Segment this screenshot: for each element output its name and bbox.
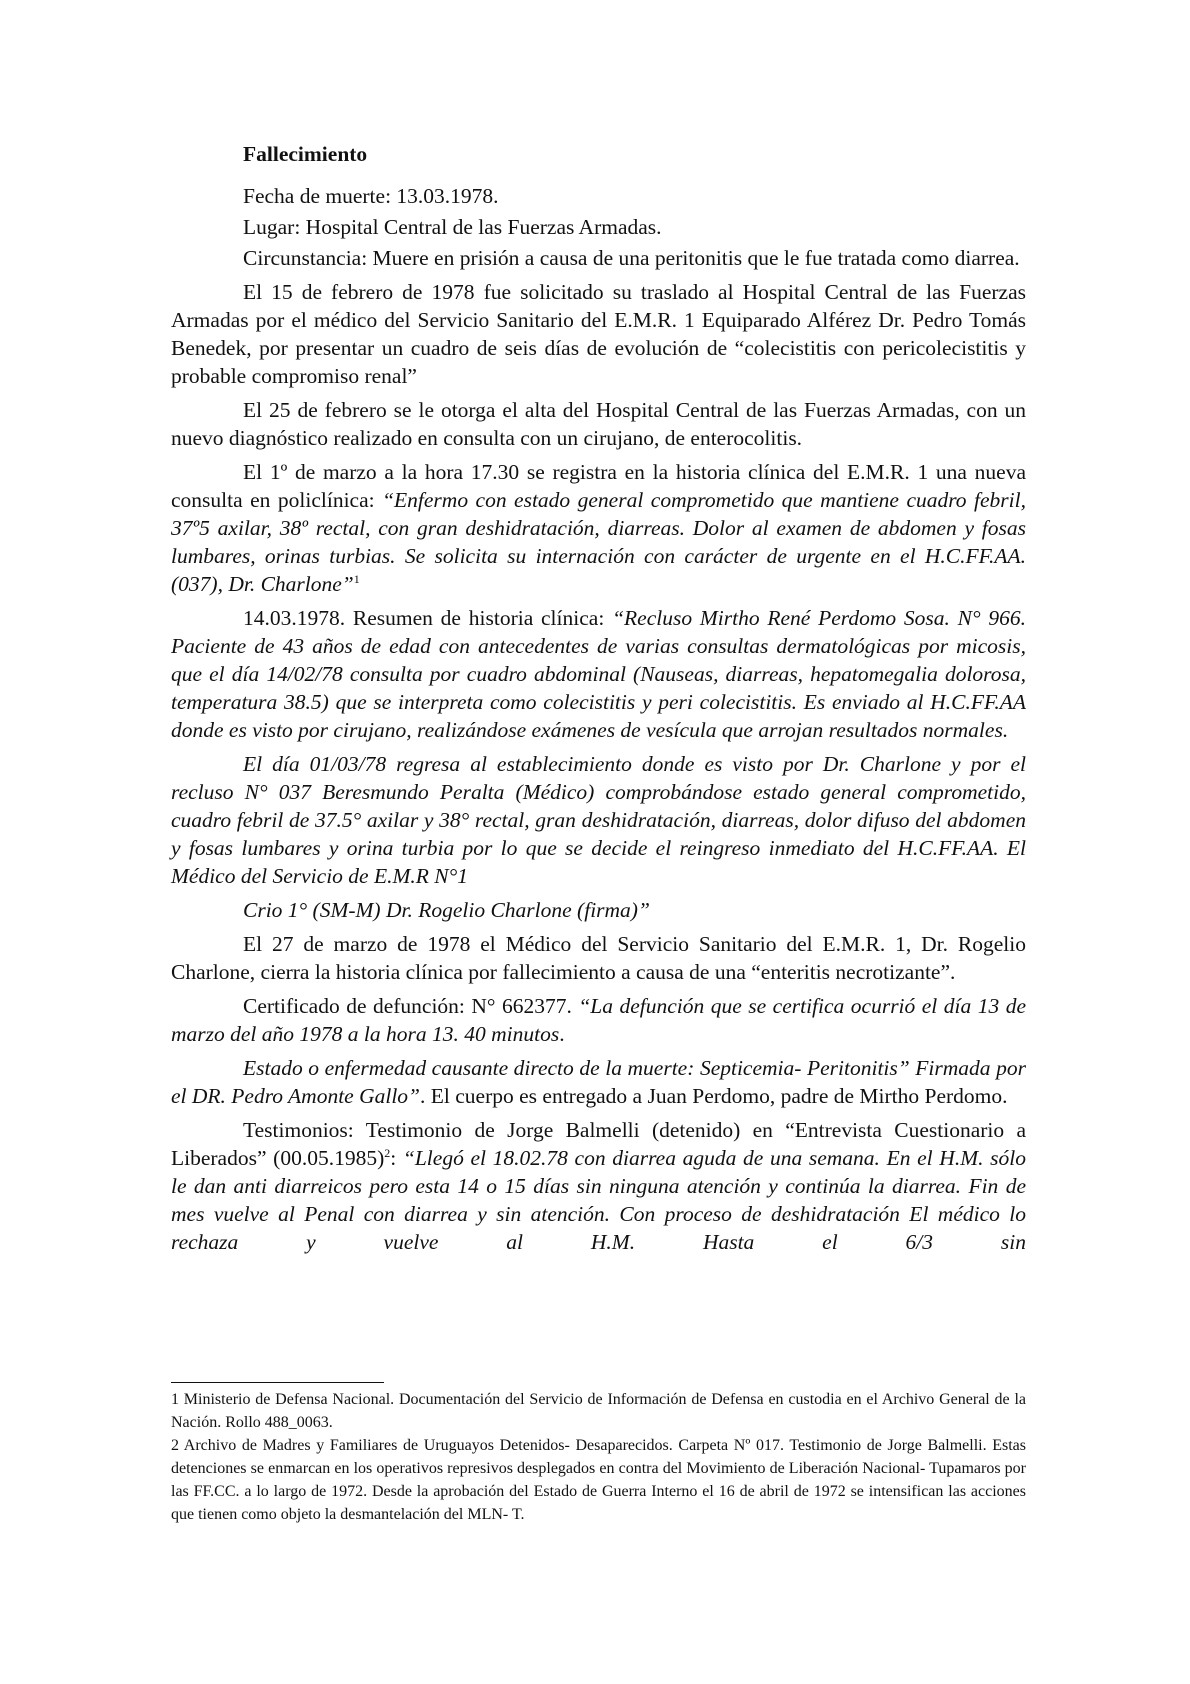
paragraph-transfer: El 15 de febrero de 1978 fue solicitado su traslado al Hospital Central de las Fuerzas Armadas por el médico del Servicio Sanitario del E.M.R. 1 Equiparado Alférez Dr. Pedro Tomás Benedek, por presentar un cuadro de seis días de evolución de “colecistitis con pericolecistitis y probable compromiso renal” <box>171 280 1026 388</box>
section-heading: Fallecimiento <box>243 142 368 166</box>
paragraph-clinical-summary <box>171 604 1026 744</box>
testimony-quote: “Llegó el 18.02.78 con diarrea aguda de una semana. En el H.M. sólo le dan anti diarreicos pero esta 14 o 15 días sin ninguna atención y continúa la diarrea. Fin de mes vuelve al Penal con diarrea y sin atención. Con proceso de deshidratación El médico lo rechaza y vuelve al H.M. Hasta el 6/3 sin <box>171 1146 1026 1254</box>
return-quote: El día 01/03/78 regresa al establecimiento donde es visto por Dr. Charlone y por el recluso N° 037 Beresmundo Peralta (Médico) comprobándose estado general comprometido, cuadro febril de 37.5° axilar y 38° rectal, gran deshidratación, diarreas, dolor difuso del abdomen y fosas lumbares y orina turbia por lo que se decide el reingreso inmediato del H.C.FF.AA. El Médico del Servicio de E.M.R N°1 <box>171 752 1026 888</box>
paragraph-cause-of-death <box>171 1054 1026 1110</box>
footnotes <box>171 1388 1026 1526</box>
death-date: Fecha de muerte: 13.03.1978. <box>243 184 499 208</box>
paragraph-testimony <box>171 1116 1026 1256</box>
death-circumstance: Circunstancia: Muere en prisión a causa de una peritonitis que le fue tratada como diarrea. <box>243 246 1020 270</box>
document-body <box>171 140 1026 1262</box>
footnote-ref-1: 1 <box>353 572 360 586</box>
march-consult-quote: “Enfermo con estado general comprometido que mantiene cuadro febril, 37º5 axilar, 38º rectal, con gran deshidratación, diarreas. Dolor al examen de abdomen y fosas lumbares, orinas turbias. Se solicita su internación con carácter de urgente en el H.C.FF.AA. (037), Dr. Charlone” <box>171 488 1026 596</box>
testimony-lead: Testimonios: Testimonio de Jorge Balmelli (detenido) en “Entrevista Cuestionario a Liberados” (00.05.1985) <box>171 1118 1026 1170</box>
paragraph-march-consult <box>171 458 1026 598</box>
footnote-divider <box>171 1382 384 1383</box>
certificate-quote: “La defunción que se certifica ocurrió el día 13 de marzo del año 1978 a la hora 13. 40 minutos <box>171 994 1026 1046</box>
paragraph-signature <box>171 896 1026 924</box>
paragraph-discharge: El 25 de febrero se le otorga el alta del Hospital Central de las Fuerzas Armadas, con un nuevo diagnóstico realizado en consulta con un cirujano, de enterocolitis. <box>171 398 1026 450</box>
certificate-end: . <box>559 1022 565 1046</box>
paragraph-death-certificate <box>171 992 1026 1048</box>
signature-quote: Crio 1° (SM-M) Dr. Rogelio Charlone (firma)” <box>243 898 650 922</box>
clinical-summary-lead: 14.03.1978. Resumen de historia clínica: <box>243 606 613 630</box>
testimony-colon: : <box>390 1146 403 1170</box>
death-place: Lugar: Hospital Central de las Fuerzas Armadas. <box>243 215 662 239</box>
footnote-ref-2: 2 <box>384 1146 391 1160</box>
cause-rest: . El cuerpo es entregado a Juan Perdomo, padre de Mirtho Perdomo. <box>420 1084 1008 1108</box>
footnote-1: 1 Ministerio de Defensa Nacional. Documentación del Servicio de Información de Defensa en custodia en el Archivo General de la Nación. Rollo 488_0063. <box>171 1391 1026 1431</box>
clinical-summary-quote: “Recluso Mirtho René Perdomo Sosa. N° 966. Paciente de 43 años de edad con antecedentes de varias consultas dermatológicas por micosis, que el día 14/02/78 consulta por cuadro abdominal (Nauseas, diarreas, hepatomegalia dolorosa, temperatura 38.5) que se interpreta como colecistitis y peri colecistitis. Es enviado al H.C.FF.AA donde es visto por cirujano, realizándose exámenes de vesícula que arrojan resultados normales. <box>171 606 1026 742</box>
footnote-2: 2 Archivo de Madres y Familiares de Uruguayos Detenidos- Desaparecidos. Carpeta Nº 017. Testimonio de Jorge Balmelli. Estas detenciones se enmarcan en los operativos represivos desplegados en contra del Movimiento de Liberación Nacional- Tupamaros por las FF.CC. a lo largo de 1972. Desde la aprobación del Estado de Guerra Interno el 16 de abril de 1972 se intensifican las acciones que tienen como objeto la desmantelación del MLN- T. <box>171 1437 1026 1523</box>
march-consult-lead: El 1º de marzo a la hora 17.30 se registra en la historia clínica del E.M.R. 1 una nueva consulta en policlínica: <box>171 460 1026 512</box>
paragraph-record-closed: El 27 de marzo de 1978 el Médico del Servicio Sanitario del E.M.R. 1, Dr. Rogelio Charlone, cierra la historia clínica por fallecimiento a causa de una “enteritis necrotizante”. <box>171 932 1026 984</box>
cause-quote: Estado o enfermedad causante directo de la muerte: Septicemia- Peritonitis” Firmada por el DR. Pedro Amonte Gallo” <box>171 1056 1026 1108</box>
paragraph-return <box>171 750 1026 890</box>
certificate-lead: Certificado de defunción: N° 662377. <box>243 994 579 1018</box>
